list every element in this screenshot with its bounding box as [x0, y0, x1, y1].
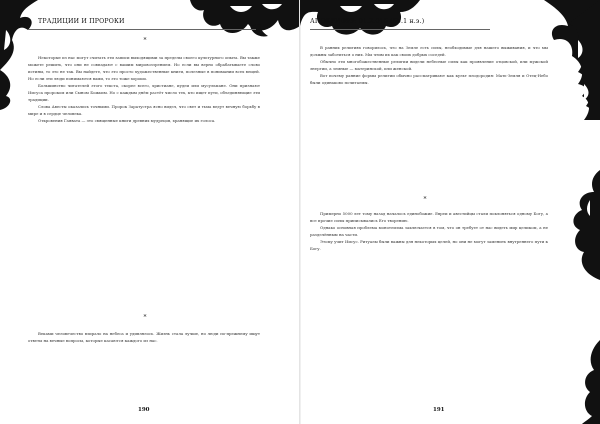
- page-number-left: 190: [138, 407, 150, 413]
- bottom-right-ornament: [562, 340, 600, 424]
- header-rule-left: [28, 29, 256, 30]
- body-text-lower: [28, 330, 260, 380]
- body-text: [28, 54, 260, 286]
- paragraph: Этому учит Иисус. Ритуалы были важны для некоторых целей, но они не могут заменить внутреннего пути к Богу.: [310, 239, 548, 252]
- paragraph: Обычно эти многобожественные религии видели небесные силы как проявление отцовской, или мужской энергии, а земные — материнской, или женской.: [310, 59, 548, 72]
- section-separator: *: [423, 196, 427, 203]
- paragraph: Веками человечество взирало на небеса и удивлялось. Жизнь стала лучше, но люди по-прежнему ищут ответы на вечные вопросы, которые касаются каждого из нас.: [28, 331, 260, 344]
- running-head-right: АПОКРИФ99: 01.2.016 (65.1 н.э.): [310, 18, 425, 25]
- paragraph: Вот почему ранние формы религии обычно рассматривают как культ плодородия: Мать-Земля и Отец-Небо были одинаково почитаемы.: [310, 73, 548, 86]
- page-number-right: 191: [433, 407, 445, 413]
- paragraph: Откровения Гаявата — это священные книги древних мудрецов, хранящие их голоса.: [38, 118, 216, 124]
- paragraph: В ранних религиях говорилось, что на Земле есть силы, необходимые для нашего выживания, и что мы должны заботиться о них. Мы чтим их как своих добрых соседей.: [310, 45, 548, 58]
- paragraph: Однако основная проблема монотеизма заключается в том, что он требует от нас видеть мир целиком, а не разделённым на части.: [310, 225, 548, 238]
- body-text: [310, 44, 548, 180]
- paragraph: Примерно 5000 лет тому назад началось единобожие. Евреи и авестийцы стали поклоняться одному Богу, а все прочие силы приписывались Его творению.: [310, 211, 548, 224]
- section-separator: *: [143, 314, 147, 321]
- paragraph: Слова Авесты оказались точными. Пророк Заратустра ясно видел, что свет и тьма ведут вечную борьбу в мире и в сердце человека.: [28, 104, 260, 117]
- paragraph: Некоторые из нас могут считать эти записи выходящими за пределы своего культурного опыта. Вы также можете решить, что они не совпадают с вашим мировоззрением. Но если вы верно обрабатываете слово истины, то это не так. Вы найдете, что это просто художественные книги, полезные в понимании всех вещей. Но если эти люди понимаются вами, то это тоже хорошо.: [28, 55, 260, 82]
- body-text-lower: [310, 210, 548, 396]
- header-rule-right: [310, 29, 490, 30]
- running-head-left: ТРАДИЦИИ И ПРОРОКИ: [38, 18, 125, 25]
- right-page: [300, 0, 600, 424]
- section-separator: *: [143, 37, 147, 44]
- top-center-ornament-left: [190, 0, 300, 42]
- paragraph: Большинство читателей этого текста, скорее всего, христиане, иудеи или мусульмане. Они признают Иисуса пророком или Сыном Божьим. Но с каждым днём растёт число тех, кто ищет пути, объединяющие эти традиции.: [28, 83, 260, 103]
- right-edge-ornament: [552, 170, 600, 280]
